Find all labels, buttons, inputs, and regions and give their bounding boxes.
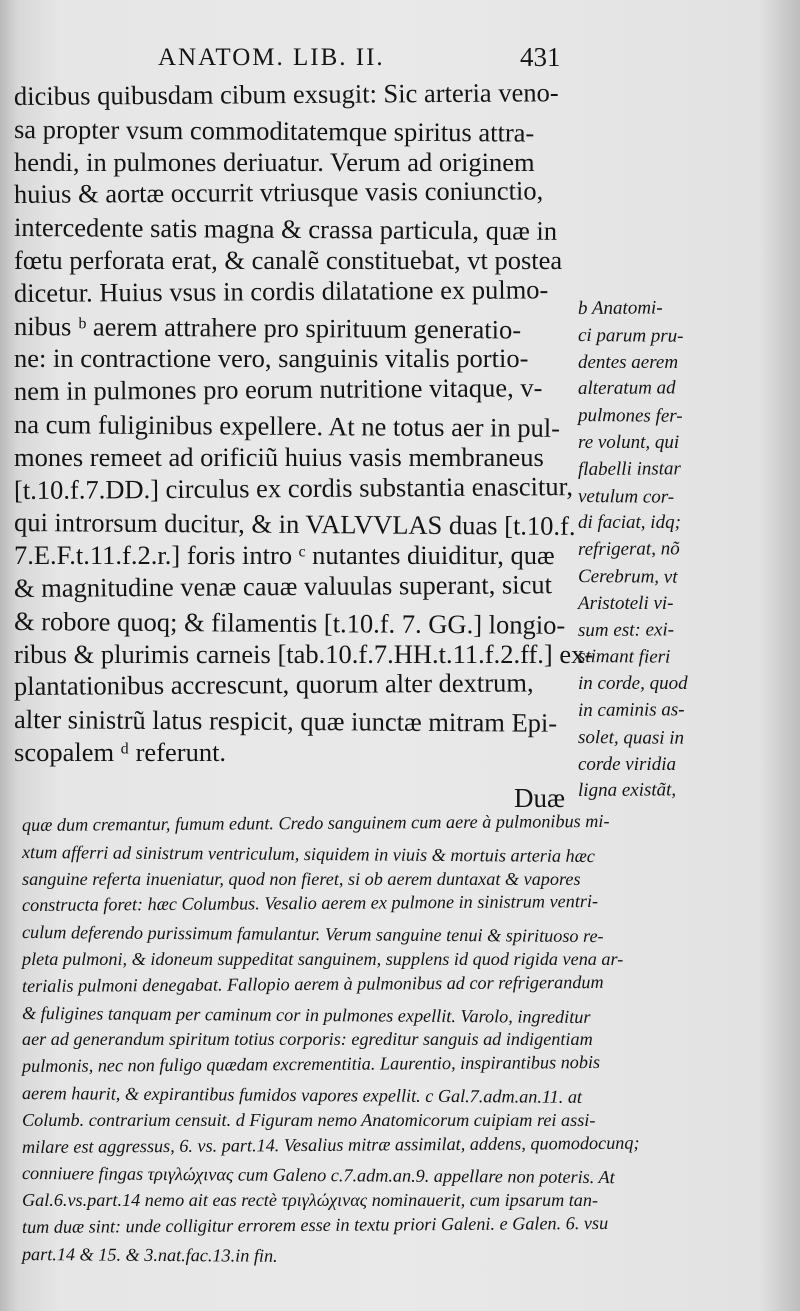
text-line: & robore quoq; & filamentis [t.10.f. 7. GG.] longio- — [13, 605, 566, 640]
margin-note-line: pulmones fer- — [577, 405, 683, 427]
text-line: sa propter vsum commoditatemque spiritus attra- — [13, 113, 535, 148]
page-number: 431 — [520, 42, 561, 72]
margin-note-line: b Anatomi- — [577, 297, 663, 319]
text-line: qui introrsum ducitur, & in VALVVLAS duas [t.10.f. — [13, 507, 576, 542]
footnote-line: pleta pulmoni, & idoneum suppeditat sanguinem, supplens id quod rigida vena ar- — [22, 948, 624, 969]
text-line: scopalem ᵈ referunt. — [14, 736, 227, 767]
margin-note-line: ligna existãt, — [577, 779, 677, 802]
main-text — [13, 77, 594, 769]
text-line: nem in pulmones pro eorum nutritione vitaque, v- — [13, 372, 543, 407]
margin-note-line: di faciat, idq; — [578, 512, 681, 534]
footnote-line: pulmonis, nec non fuligo quædam excrementitia. Laurentio, inspirantibus nobis — [21, 1052, 601, 1077]
page-header — [0, 40, 800, 80]
margin-note-line: dentes aerem — [578, 351, 679, 373]
text-line: ne: in contractione vero, sanguinis vitalis portio- — [14, 343, 529, 374]
footnote-line: terialis pulmoni denegabat. Fallopio aerem à pulmonibus ad cor refrigerandum — [21, 971, 604, 996]
text-line: & magnitudine venæ cauæ valuulas superant, sicut — [13, 569, 553, 603]
text-line: mones remeet ad orificiũ huius vasis membraneus — [14, 441, 544, 472]
margin-note-line: stimant fieri — [577, 646, 671, 669]
text-line: dicetur. Huius vsus in cordis dilatatione ex pulmo- — [13, 274, 549, 308]
margin-note-line: corde viridia — [578, 753, 676, 775]
footnote-line: aer ad generandum spiritum totius corporis: egreditur sanguis ad indigentiam — [22, 1029, 593, 1050]
footnotes — [22, 812, 712, 1268]
footnote-line: part.14 & 15. & 3.nat.fac.13.in fin. — [21, 1243, 278, 1266]
catchword: Duæ — [514, 783, 566, 813]
footnote-line: milare est aggressus, 6. vs. part.14. Vesalius mitræ assimilat, addens, quomodocunq; — [21, 1132, 640, 1157]
footnote-line: aerem haurit, & expirantibus fumidos vapores expellit. c Gal.7.adm.an.11. at — [21, 1082, 583, 1107]
text-line: alter sinistrũ latus respicit, quæ iunctæ mitram Epi- — [13, 704, 558, 738]
footnote-line: tum duæ sint: unde colligitur errorem esse in textu priori Galeni. e Galen. 6. vsu — [21, 1212, 609, 1237]
footnote-line: xtum afferri ad sinistrum ventriculum, siquidem in viuis & mortuis arteria hæc — [21, 841, 595, 866]
margin-note-line: refrigerat, nõ — [577, 538, 680, 561]
footnote-line: culum deferendo purissimum famulantur. Verum sanguine tenui & spirituoso re- — [21, 922, 604, 947]
footnote-line: conniuere fingas τριγλώχινας cum Galeno c.7.adm.an.9. appellare non poteris. At — [21, 1163, 615, 1188]
footnote-line: & fuligines tanquam per caminum cor in pulmones expellit. Varolo, ingreditur — [21, 1002, 591, 1027]
text-line: plantationibus accrescunt, quorum alter dextrum, — [13, 667, 534, 702]
footnote-line: constructa foret: hæc Columbus. Vesalio aerem ex pulmone in sinistrum ventri- — [21, 891, 599, 916]
text-line: ribus & plurimis carneis [tab.10.f.7.HH.t.11.f.2.ff.] ex- — [14, 638, 594, 669]
text-line: [t.10.f.7.DD.] circulus ex cordis substantia enascitur, — [13, 470, 574, 505]
running-head: ANATOM. LIB. II. — [158, 44, 385, 71]
text-line: dicibus quibusdam cibum exsugit: Sic arteria veno- — [13, 77, 559, 111]
margin-note-line: Aristoteli vi- — [578, 592, 674, 614]
footnote-line: Columb. contrarium censuit. d Figuram nemo Anatomicorum cuipiam rei assi- — [22, 1109, 596, 1130]
margin-note-line: re volunt, qui — [578, 431, 680, 453]
marginal-notes — [578, 296, 788, 805]
text-line: huius & aortæ occurrit vtriusque vasis coniunctio, — [13, 175, 544, 210]
text-line: 7.E.F.t.11.f.2.r.] foris intro ᶜ nutantes diuiditur, quæ — [14, 540, 555, 571]
margin-note-line: sum est: exi- — [577, 618, 675, 641]
footnote-line: sanguine referta inueniatur, quod non fieret, si ob aerem duntaxat & vapores — [22, 868, 581, 889]
text-line: nibus ᵇ aerem attrahere pro spirituum generatio- — [13, 310, 522, 345]
margin-note-line: flabelli instar — [577, 458, 682, 480]
margin-note-line: vetulum cor- — [577, 485, 675, 508]
margin-note-line: in caminis as- — [577, 699, 685, 721]
text-line: intercedente satis magna & crassa particula, quæ in — [13, 212, 558, 246]
footnote-line: Gal.6.vs.part.14 nemo ait eas rectè τριγλώχινας nominauerit, cum ipsarum tan- — [22, 1190, 599, 1211]
margin-note-line: Cerebrum, vt — [577, 565, 678, 588]
text-line: na cum fuliginibus expellere. At ne totus aer in pul- — [13, 408, 561, 443]
margin-note-line: in corde, quod — [578, 673, 688, 695]
margin-note-line: ci parum pru- — [577, 324, 684, 347]
margin-note-line: solet, quasi in — [577, 726, 685, 749]
footnote-line: quæ dum cremantur, fumum edunt. Credo sanguinem cum aere à pulmonibus mi- — [21, 810, 610, 835]
margin-note-line: alteratum ad — [577, 377, 676, 400]
text-line: fœtu perforata erat, & canalẽ constituebat, vt postea — [14, 244, 563, 275]
text-line: hendi, in pulmones deriuatur. Verum ad originem — [14, 146, 535, 177]
